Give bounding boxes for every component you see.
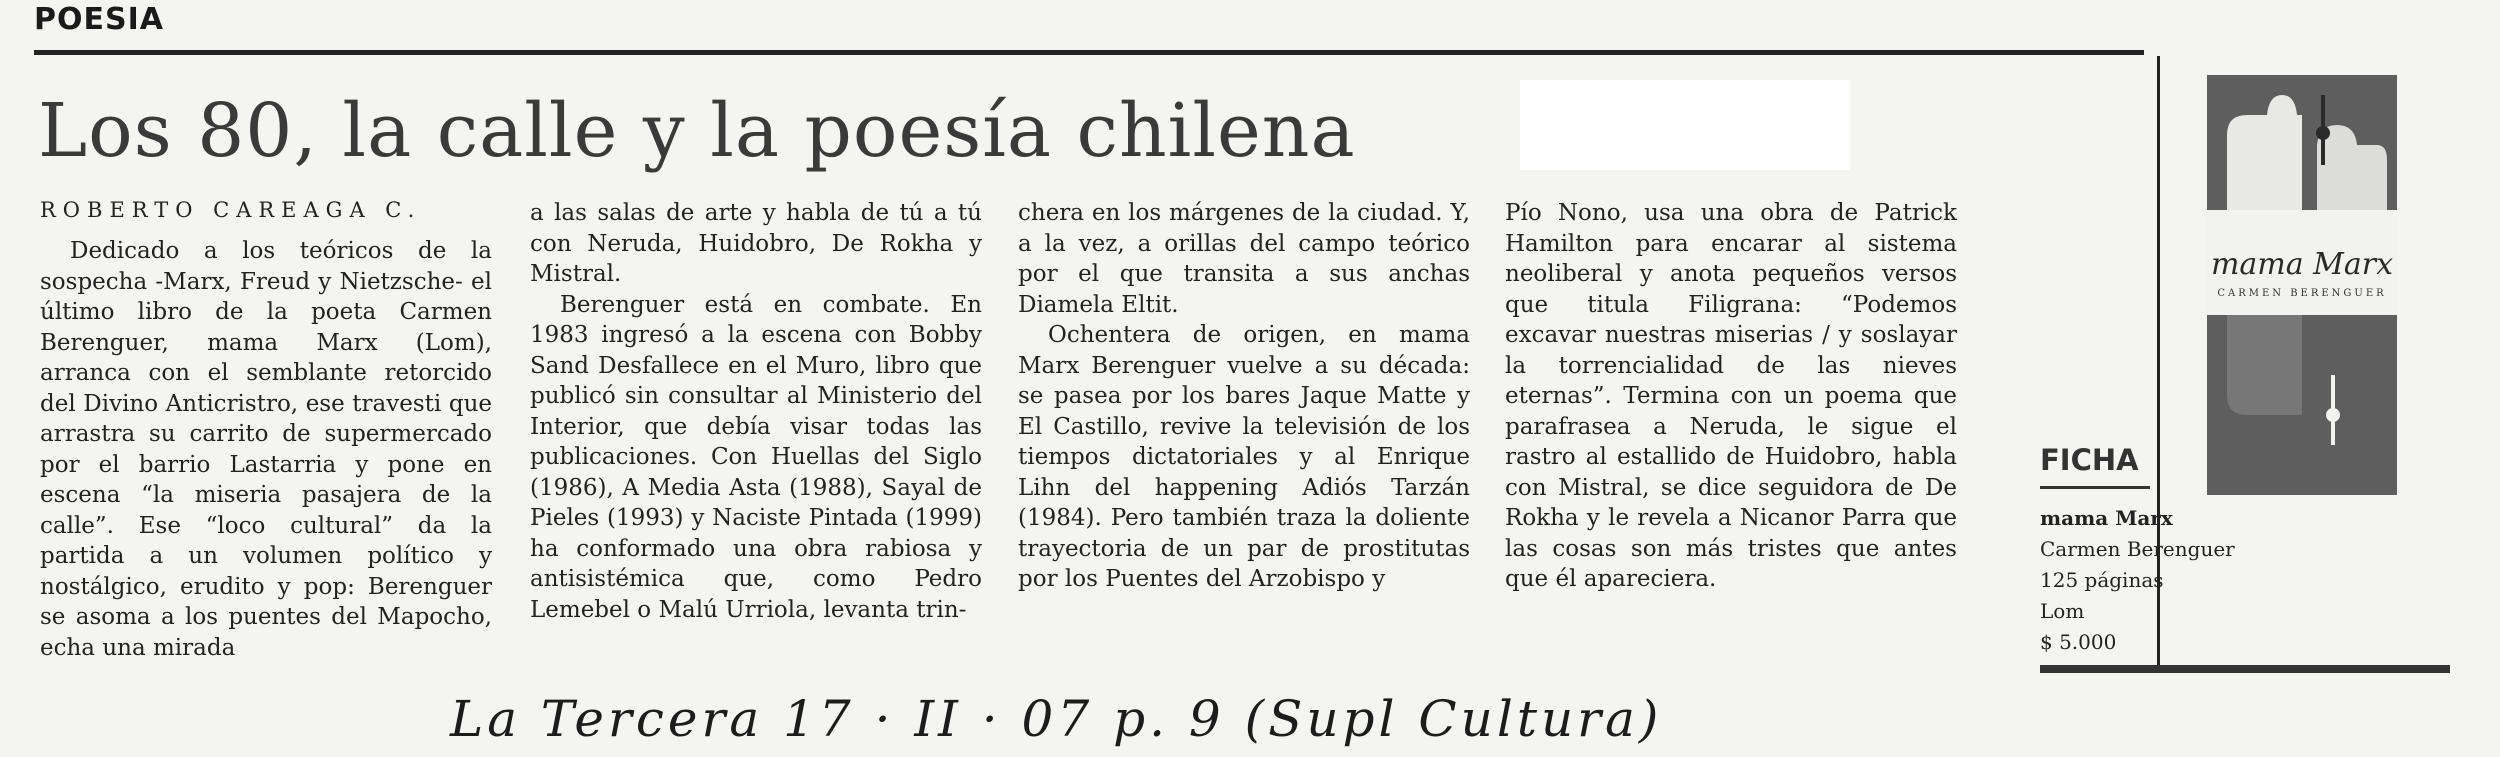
ficha-label: FICHA xyxy=(2040,443,2139,477)
cover-title: mama Marx xyxy=(2210,247,2394,282)
ficha-pages: 125 páginas xyxy=(2040,568,2164,592)
paragraph: a las salas de arte y habla de tú a tú con Neruda, Huidobro, De Rokha y Mistral. xyxy=(530,200,982,287)
ficha-rule xyxy=(2040,486,2150,489)
section-label: POESIA xyxy=(34,2,164,37)
ficha-info xyxy=(2040,503,2235,658)
article-column-4 xyxy=(1505,198,1957,595)
section-rule xyxy=(34,50,2144,55)
ficha-title: mama Marx xyxy=(2040,506,2173,530)
paragraph: Dedicado a los teóricos de la sospecha -Marx, Freud y Nietzsche- el último libro de la poeta Carmen Berenguer, mama Marx (Lom), arranca con el semblante retorcido del Divino Anticristro, ese travesti que arrastra su carrito de supermercado por el barrio Lastarria y pone en escena “la miseria pasajera de la calle”. Ese “loco cultural” da la partida a un volumen político y nostálgico, erudito y pop: Berenguer se asoma a los puentes del Mapocho, echa una mirada xyxy=(40,238,492,661)
cover-author: CARMEN BERENGUER xyxy=(2217,288,2387,299)
ficha-price: $ 5.000 xyxy=(2040,630,2117,654)
byline: ROBERTO CAREAGA C. xyxy=(40,198,422,222)
redaction-block xyxy=(1520,80,1850,170)
article-column-2 xyxy=(530,198,982,625)
cover-illustration xyxy=(2207,75,2397,495)
handwritten-note: La Tercera 17 · II · 07 p. 9 (Supl Cultura) xyxy=(450,690,1663,748)
headline: Los 80, la calle y la poesía chilena xyxy=(38,88,1356,174)
paragraph: chera en los márgenes de la ciudad. Y, a la vez, a orillas del campo teórico por el que transita a sus anchas Diamela Eltit. xyxy=(1018,200,1470,318)
article-column-1 xyxy=(40,236,492,663)
paragraph: Ochentera de origen, en mama Marx Berenguer vuelve a su década: se pasea por los bares Jaque Matte y El Castillo, revive la televisión de los tiempos dictatoriales y al Enrique Lihn del happening Adiós Tarzán (1984). Pero también traza la doliente trayectoria de un par de prostitutas por los Puentes del Arzobispo y xyxy=(1018,322,1470,592)
ficha-author: Carmen Berenguer xyxy=(2040,537,2235,561)
bottom-rule xyxy=(2040,665,2450,673)
book-cover xyxy=(2207,75,2397,495)
paragraph: Pío Nono, usa una obra de Patrick Hamilton para encarar al sistema neoliberal y anota pequeños versos que titula Filigrana: “Podemos excavar nuestras miserias / y soslayar la torrencialidad de las nieves eternas”. Termina con un poema que parafrasea a Neruda, le sigue el rastro al estallido de Huidobro, habla con Mistral, se dice seguidora de De Rokha y le revela a Nicanor Parra que las cosas son más tristes que antes que él apareciera. xyxy=(1505,200,1957,592)
article-column-3 xyxy=(1018,198,1470,595)
ficha-publisher: Lom xyxy=(2040,599,2085,623)
paragraph: Berenguer está en combate. En 1983 ingresó a la escena con Bobby Sand Desfallece en el Muro, libro que publicó sin consultar al Ministerio del Interior, que debía visar todas las publicaciones. Con Huellas del Siglo (1986), A Media Asta (1988), Sayal de Pieles (1993) y Naciste Pintada (1999) ha conformado una obra rabiosa y antisistémica que, como Pedro Lemebel o Malú Urriola, levanta trin- xyxy=(530,291,982,623)
